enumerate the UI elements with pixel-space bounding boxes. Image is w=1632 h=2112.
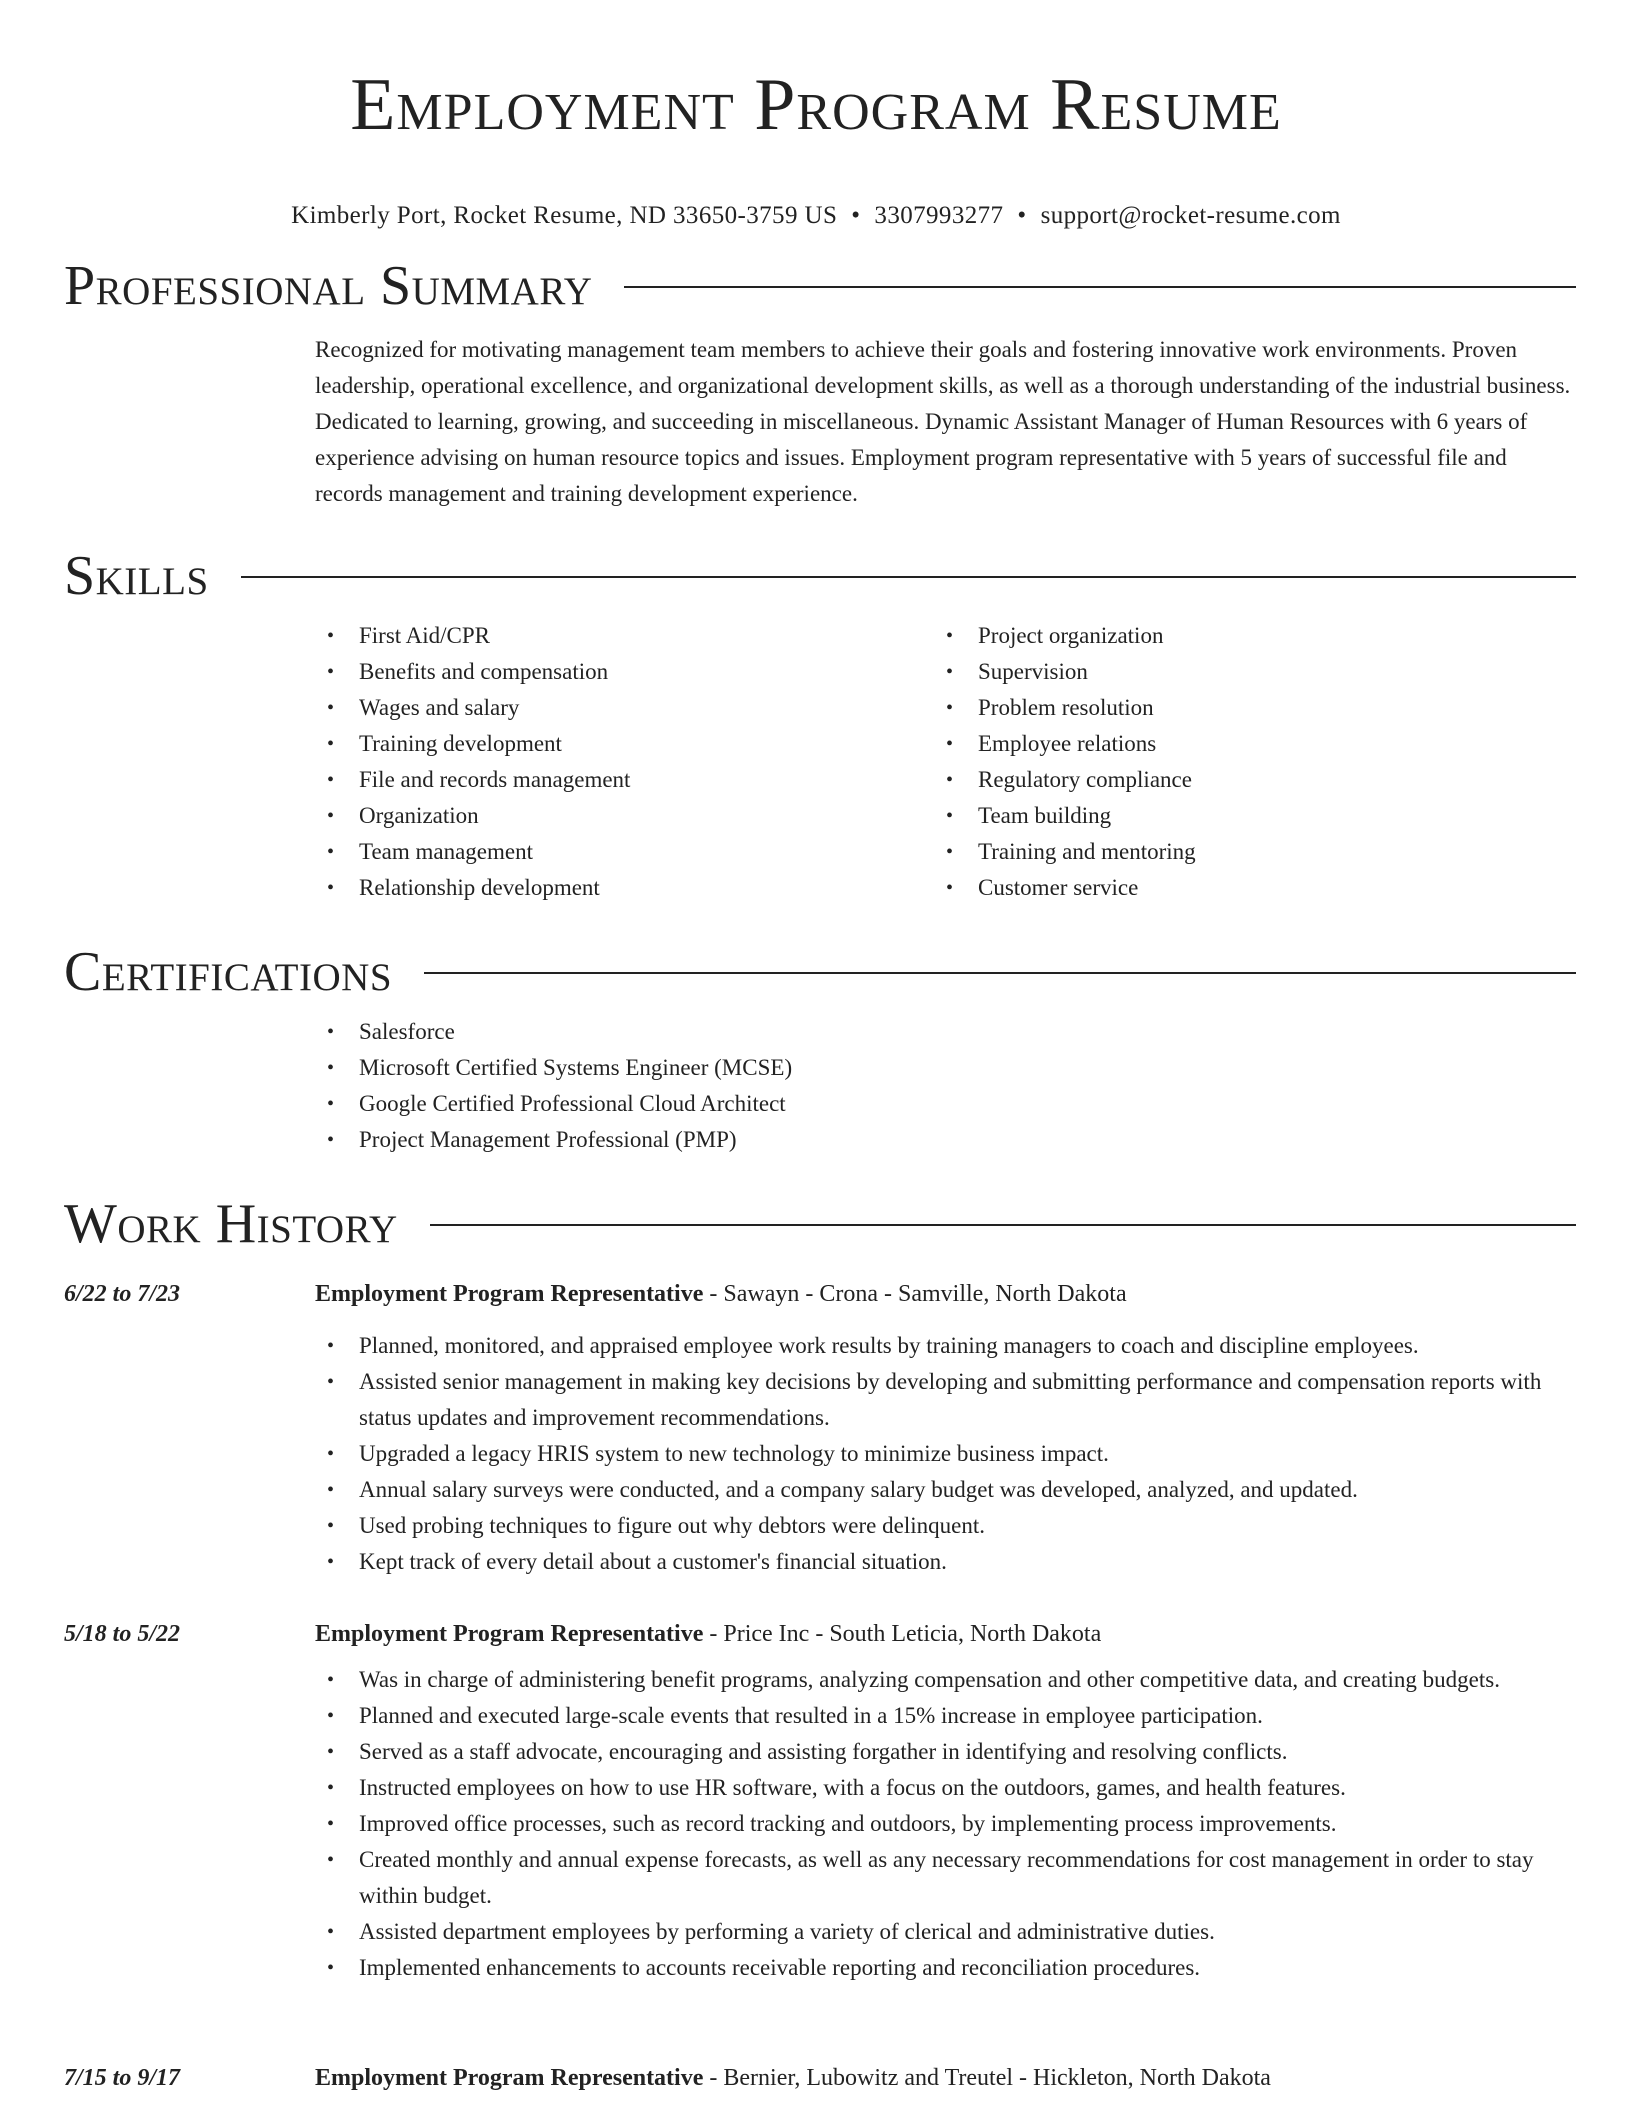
certification-item: • Salesforce [315,1014,1576,1050]
resume-header [0,60,1632,232]
summary-heading: Professional Summary [64,255,593,317]
job-header [64,1616,1576,1652]
skill-item: • Team management [315,834,934,870]
resume-title: Employment Program Resume [350,64,1282,146]
contact-line [0,200,1632,232]
skills-list-right [934,618,1553,906]
contact-separator: • [1017,202,1027,229]
job-title: Employment Program Representative [315,2065,704,2091]
certifications-section [64,942,1576,1158]
skill-item: • File and records management [315,762,934,798]
contact-address: Kimberly Port, Rocket Resume, ND 33650-3759 US [291,202,838,229]
section-divider [424,972,1576,974]
job-title-line [315,2060,1576,2096]
certification-item: • Google Certified Professional Cloud Architect [315,1086,1576,1122]
job-duty: • Served as a staff advocate, encouraging and assisting forgather in identifying and resolving conflicts. [315,1734,1576,1770]
job-title-line [315,1276,1576,1312]
job-employer: - Bernier, Lubowitz and Treutel - Hickleton, North Dakota [703,2065,1271,2091]
skill-item: • Organization [315,798,934,834]
job-duty: • Implemented enhancements to accounts receivable reporting and reconciliation procedures. [315,1950,1576,1986]
job-title: Employment Program Representative [315,1281,704,1307]
contact-separator: • [851,202,861,229]
section-divider [430,1224,1576,1226]
skill-item: • First Aid/CPR [315,618,934,654]
skills-section [64,546,1576,906]
skill-item: • Team building [934,798,1553,834]
job-duty: • Assisted senior management in making key decisions by developing and submitting performance and compensation reports with status updates and improvement recommendations. [315,1364,1576,1436]
certification-item: • Project Management Professional (PMP) [315,1122,1576,1158]
certifications-heading: Certifications [64,941,393,1003]
job-duty: • Improved office processes, such as record tracking and outdoors, by implementing process improvements. [315,1806,1576,1842]
section-divider [241,576,1576,578]
contact-phone: 3307993277 [874,202,1004,229]
section-heading [64,1194,1576,1254]
skill-item: • Employee relations [934,726,1553,762]
summary-text: Recognized for motivating management team members to achieve their goals and fostering innovative work environments. Proven leadership, operational excellence, and organizational development skills, as well as a thorough understanding of the industrial business. Dedicated to learning, growing, and succeeding in miscellaneous. Dynamic Assistant Manager of Human Resources with 6 years of experience advising on human resource topics and issues. Employment program representative with 5 years of successful file and records management and training development experience. [315,337,1571,506]
job-entry [64,1276,1576,1580]
job-duty: • Annual salary surveys were conducted, and a company salary budget was developed, analyzed, and updated. [315,1472,1576,1508]
certification-item: • Microsoft Certified Systems Engineer (MCSE) [315,1050,1576,1086]
job-duty: • Kept track of every detail about a customer's financial situation. [315,1544,1576,1580]
job-dates: 5/18 to 5/22 [64,1621,181,1647]
summary-section [64,256,1576,512]
job-employer: - Sawayn - Crona - Samville, North Dakota [703,1281,1127,1307]
skills-heading: Skills [64,545,209,607]
section-heading [64,546,1576,606]
skills-list-left [315,618,934,906]
job-header [64,2060,1576,2096]
job-duty: • Planned, monitored, and appraised employee work results by training managers to coach and discipline employees. [315,1328,1576,1364]
job-duty: • Used probing techniques to figure out why debtors were delinquent. [315,1508,1576,1544]
job-duty: • Was in charge of administering benefit programs, analyzing compensation and other competitive data, and creating budgets. [315,1662,1576,1698]
job-duty: • Instructed employees on how to use HR software, with a focus on the outdoors, games, and health features. [315,1770,1576,1806]
skill-item: • Supervision [934,654,1553,690]
skill-item: • Customer service [934,870,1553,906]
job-dates: 7/15 to 9/17 [64,2065,181,2091]
job-employer: - Price Inc - South Leticia, North Dakota [703,1621,1102,1647]
job-entry [64,1616,1576,1986]
skill-item: • Wages and salary [315,690,934,726]
skill-item: • Relationship development [315,870,934,906]
skill-item: • Regulatory compliance [934,762,1553,798]
contact-email: support@rocket-resume.com [1040,202,1341,229]
skill-item: • Benefits and compensation [315,654,934,690]
skill-item: • Problem resolution [934,690,1553,726]
job-duty: • Assisted department employees by performing a variety of clerical and administrative duties. [315,1914,1576,1950]
job-duty: • Created monthly and annual expense forecasts, as well as any necessary recommendations for cost management in order to stay within budget. [315,1842,1576,1914]
job-title: Employment Program Representative [315,1621,704,1647]
skill-item: • Project organization [934,618,1553,654]
certifications-list [315,1014,1576,1158]
section-divider [624,286,1576,288]
job-dates: 6/22 to 7/23 [64,1281,181,1307]
job-duties [315,1662,1576,1986]
work-history-heading: Work History [64,1193,398,1255]
skills-columns [315,618,1576,906]
job-entry [64,2060,1576,2096]
job-duty: • Upgraded a legacy HRIS system to new technology to minimize business impact. [315,1436,1576,1472]
job-header [64,1276,1576,1312]
work-history-section [64,1194,1576,1254]
job-duty: • Planned and executed large-scale events that resulted in a 15% increase in employee participation. [315,1698,1576,1734]
job-duties [315,1328,1576,1580]
job-title-line [315,1616,1576,1652]
skill-item: • Training and mentoring [934,834,1553,870]
section-heading [64,256,1576,316]
skill-item: • Training development [315,726,934,762]
section-heading [64,942,1576,1002]
